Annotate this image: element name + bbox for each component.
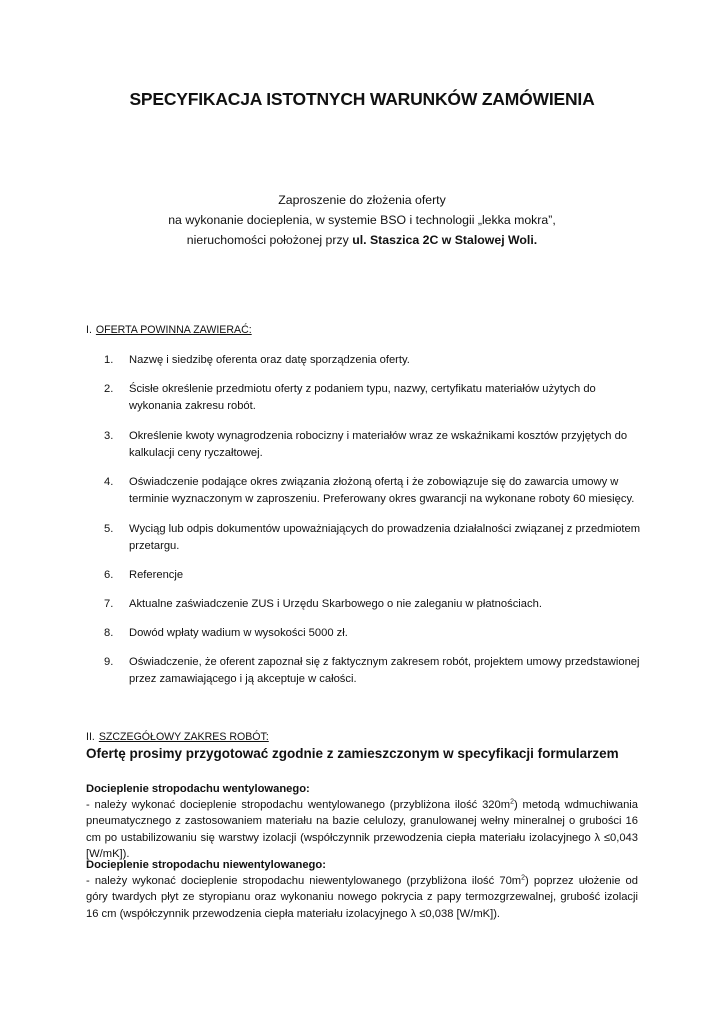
list-item-text: Nazwę i siedzibę oferenta oraz datę sporządzenia oferty. [129, 354, 410, 366]
ventilated-roof-heading: Docieplenie stropodachu wentylowanego: [86, 783, 310, 795]
list-item-text: Wyciąg lub odpis dokumentów upoważniających do prowadzenia działalności związanej z przedmiotem przetargu. [129, 523, 641, 552]
section-2-heading [86, 731, 269, 743]
list-item [104, 381, 644, 415]
unventilated-roof-block [86, 857, 638, 922]
ventilated-roof-text-1: - należy wykonać docieplenie stropodachu wentylowanego (przybliżona ilość 320m [86, 799, 511, 812]
list-item-text: Dowód wpłaty wadium w wysokości 5000 zł. [129, 627, 348, 639]
invitation-line-3 [0, 230, 724, 250]
list-item-number: 4. [104, 476, 114, 488]
invitation-line-1: Zaproszenie do złożenia oferty [278, 193, 446, 207]
list-item-text: Referencje [129, 569, 184, 581]
list-item-text: Ścisłe określenie przedmiotu oferty z podaniem typu, nazwy, certyfikatu materiałów użytych do wykonania zakresu robót. [129, 383, 596, 412]
list-item-text: Oświadczenie, że oferent zapoznał się z faktycznym zakresem robót, projektem umowy przedstawionej przez zamawiającego i ją akceptuje w całości. [129, 656, 640, 685]
list-item-number: 9. [104, 656, 114, 668]
list-item [104, 567, 644, 584]
superscript: 2 [510, 798, 514, 806]
list-item-number: 5. [104, 523, 114, 535]
section-1-title: OFERTA POWINNA ZAWIERAĆ: [95, 324, 252, 336]
section-1-heading [86, 324, 252, 336]
list-item [104, 521, 644, 555]
list-item [104, 625, 644, 642]
list-item-number: 7. [104, 598, 114, 610]
invitation-line-3-text: nieruchomości położonej przy [186, 233, 353, 247]
invitation-block [0, 190, 724, 250]
list-item-number: 3. [104, 430, 114, 442]
ventilated-roof-block [86, 781, 638, 862]
section-1-number: I. [86, 324, 92, 336]
list-item-number: 6. [104, 569, 114, 581]
list-item [104, 428, 644, 462]
section-2-number: II. [86, 731, 95, 743]
ventilated-roof-text-2: ) metodą wdmuchiwania pneumatycznego z zastosowaniem materiału na bazie celulozy, granulowanej wełny mineralnej o grubości 16 cm po ustabilizowaniu się warstwy izolacji (współczynnik przewodzenia ciepła materiału izolacyjnego λ ≤0,043 [W/mK]). [86, 799, 639, 860]
list-item-text: Określenie kwoty wynagrodzenia robocizny i materiałów wraz ze wskaźnikami kosztów przyjętych do kalkulacji ceny ryczałtowej. [129, 430, 628, 459]
unventilated-roof-heading: Docieplenie stropodachu niewentylowanego: [86, 859, 326, 871]
list-item-text: Oświadczenie podające okres związania złożoną ofertą i że zobowiązuje się do zawarcia umowy w terminie wyznaczonym w zaproszeniu. Preferowany okres gwarancji na wykonane roboty 60 miesięcy. [129, 476, 635, 505]
list-item-text: Aktualne zaświadczenie ZUS i Urzędu Skarbowego o nie zaleganiu w płatnościach. [129, 598, 542, 610]
section-2-title: SZCZEGÓŁOWY ZAKRES ROBÓT: [98, 731, 269, 743]
list-item-number: 1. [104, 354, 114, 366]
unventilated-roof-text-2: ) poprzez ułożenie od góry twardych płyt ze styropianu oraz wykonaniu nowego pokrycia z papy termozgrzewalnej, grubość izolacji 16 cm (współczynnik przewodzenia ciepła materiału izolacyjnego λ ≤0,038 [W/mK]). [86, 875, 638, 920]
invitation-address: ul. Staszica 2C w Stalowej Woli. [352, 233, 538, 247]
list-item [104, 654, 644, 688]
unventilated-roof-text-1: - należy wykonać docieplenie stropodachu niewentylowanego (przybliżona ilość 70m [86, 875, 522, 888]
list-item-number: 8. [104, 627, 114, 639]
superscript: 2 [521, 874, 526, 882]
list-item [104, 352, 644, 369]
document-title: SPECYFIKACJA ISTOTNYCH WARUNKÓW ZAMÓWIENIA [129, 89, 595, 109]
list-item-number: 2. [104, 383, 114, 395]
list-item [104, 596, 644, 613]
list-item [104, 474, 644, 508]
section-2-subheading: Ofertę prosimy przygotować zgodnie z zamieszczonym w specyfikacji formularzem [86, 746, 619, 761]
invitation-line-2: na wykonanie docieplenia, w systemie BSO i technologii „lekka mokra”, [168, 213, 556, 227]
